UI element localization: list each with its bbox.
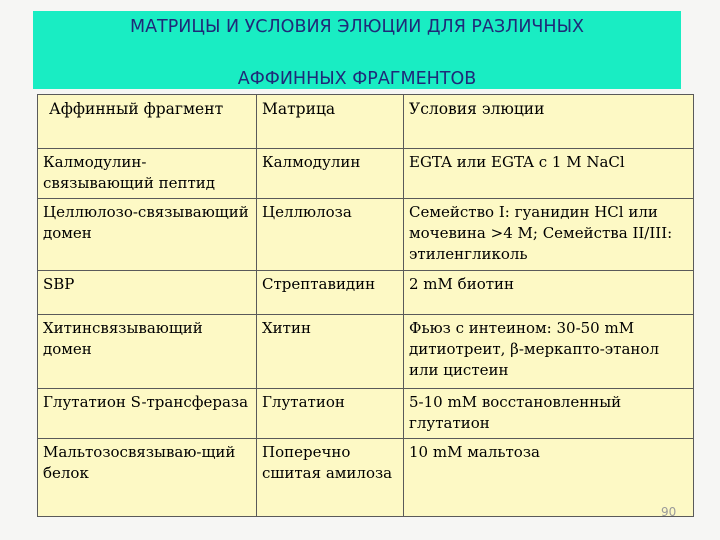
cell-matrix: Хитин <box>257 315 404 389</box>
table-row <box>38 315 694 389</box>
cell-fragment: Глутатион S-трансфераза <box>38 389 257 439</box>
cell-fragment: SBP <box>38 271 257 315</box>
cell-matrix: Калмодулин <box>257 149 404 199</box>
cell-matrix: Стрептавидин <box>257 271 404 315</box>
title-banner <box>33 11 681 89</box>
table-row <box>38 271 694 315</box>
table-header-row <box>38 95 694 149</box>
cell-fragment: Калмодулин-связывающий пептид <box>38 149 257 199</box>
table-row <box>38 199 694 271</box>
cell-elution: Семейство I: гуанидин HCl или мочевина >4 M; Семейства II/III: этиленгликоль <box>404 199 694 271</box>
cell-elution: 2 mM биотин <box>404 271 694 315</box>
header-fragment: Аффинный фрагмент <box>38 95 257 149</box>
cell-fragment: Мальтозосвязываю-щий белок <box>38 439 257 517</box>
elution-table <box>37 94 694 517</box>
cell-elution: 5-10 mM восстановленный глутатион <box>404 389 694 439</box>
cell-matrix: Глутатион <box>257 389 404 439</box>
cell-elution: 10 mM мальтоза <box>404 439 694 517</box>
cell-matrix: Поперечно сшитая амилоза <box>257 439 404 517</box>
table-row <box>38 439 694 517</box>
page-number: 90 <box>661 505 677 519</box>
slide-title-line-2: АФФИННЫХ ФРАГМЕНТОВ <box>237 69 477 89</box>
table-row <box>38 389 694 439</box>
slide-title-line-1: МАТРИЦЫ И УСЛОВИЯ ЭЛЮЦИИ ДЛЯ РАЗЛИЧНЫХ <box>129 17 585 37</box>
cell-elution: Фьюз с интеином: 30-50 mM дитиотреит, β-меркапто-этанол или цистеин <box>404 315 694 389</box>
header-elution: Условия элюции <box>404 95 694 149</box>
cell-fragment: Хитинсвязывающий домен <box>38 315 257 389</box>
table-row <box>38 149 694 199</box>
cell-elution: EGTA или EGTA с 1 M NaCl <box>404 149 694 199</box>
cell-matrix: Целлюлоза <box>257 199 404 271</box>
header-matrix: Матрица <box>257 95 404 149</box>
cell-fragment: Целлюлозо-связывающий домен <box>38 199 257 271</box>
